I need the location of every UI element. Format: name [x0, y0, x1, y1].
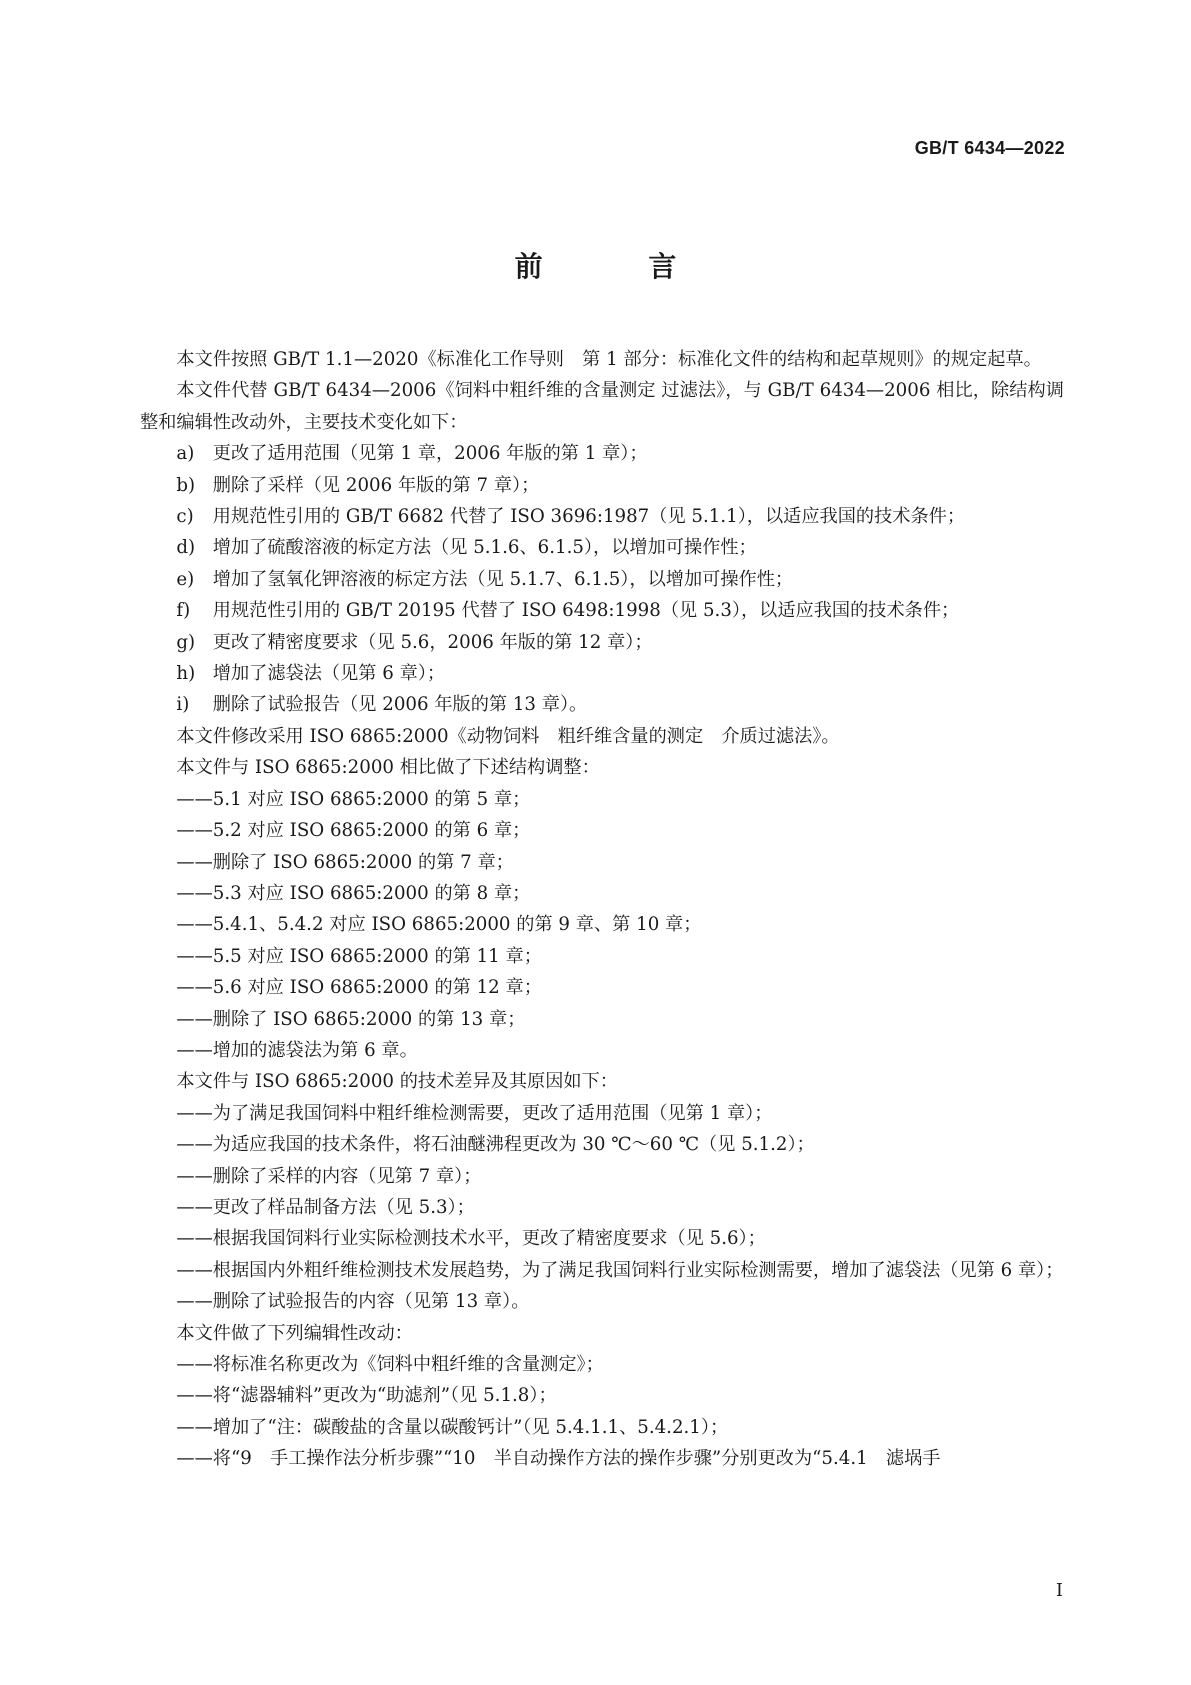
dash-item: —— 删除了 ISO 6865:2000 的第 13 章；: [140, 1004, 1064, 1035]
list-item-text: 删除了试验报告（见 2006 年版的第 13 章）。: [212, 694, 588, 716]
dash-item: —— 增加的滤袋法为第 6 章。: [140, 1035, 1064, 1066]
list-item-text: 更改了精密度要求（见 5.6，2006 年版的第 12 章）；: [212, 631, 653, 653]
list-item-label: h): [176, 663, 196, 685]
page-title: 前 言: [514, 250, 725, 283]
list-item-label: g): [176, 631, 196, 653]
list-item-text: 删除了采样（见 2006 年版的第 7 章）；: [212, 474, 540, 496]
list-item: [140, 564, 1064, 595]
list-item: [140, 438, 1064, 469]
list-item-text: 增加了硫酸溶液的标定方法（见 5.1.6、6.1.5），以增加可操作性；: [212, 537, 757, 559]
list-item-text: 更改了适用范围（见第 1 章，2006 年版的第 1 章）；: [212, 443, 648, 465]
list-item-label: b): [176, 474, 196, 496]
page-number: I: [1055, 1580, 1063, 1601]
dash-item: —— 为了满足我国饲料中粗纤维检测需要，更改了适用范围（见第 1 章）；: [140, 1098, 1064, 1129]
dash-item: —— 删除了 ISO 6865:2000 的第 7 章；: [140, 847, 1064, 878]
dash-item: —— 增加了“注：碳酸盐的含量以碳酸钙计”（见 5.4.1.1、5.4.2.1）；: [140, 1412, 1064, 1443]
list-item-text: 增加了氢氧化钾溶液的标定方法（见 5.1.7、6.1.5），以增加可操作性；: [212, 568, 794, 590]
document-number: GB/T 6434—2022: [914, 138, 1065, 158]
list-item-label: e): [176, 568, 195, 590]
dash-item: —— 5.6 对应 ISO 6865:2000 的第 12 章；: [140, 972, 1064, 1003]
dash-item: —— 将标准名称更改为《饲料中粗纤维的含量测定》；: [140, 1349, 1064, 1380]
list-item-label: a): [176, 443, 195, 465]
list-item-label: f): [176, 600, 191, 622]
paragraph: 本文件与 ISO 6865:2000 相比做了下述结构调整：: [176, 757, 600, 779]
list-item: [140, 532, 1064, 563]
paragraph: 本文件与 ISO 6865:2000 的技术差异及其原因如下：: [176, 1071, 618, 1093]
dash-item: —— 5.5 对应 ISO 6865:2000 的第 11 章；: [140, 941, 1064, 972]
dash-item: —— 删除了采样的内容（见第 7 章）；: [140, 1161, 1064, 1192]
dash-item: —— 删除了试验报告的内容（见第 13 章）。: [140, 1286, 1064, 1317]
dash-item: —— 更改了样品制备方法（见 5.3）；: [140, 1192, 1064, 1223]
list-item: [140, 470, 1064, 501]
list-item: [140, 501, 1064, 532]
paragraph: 本文件修改采用 ISO 6865:2000《动物饲料 粗纤维含量的测定 介质过滤法》。: [176, 725, 840, 747]
list-item: [140, 689, 1064, 720]
list-item: [140, 658, 1064, 689]
paragraph: 本文件代替 GB/T 6434—2006《饲料中粗纤维的含量测定 过滤法》，与 GB/T 6434—2006 相比，除结构调整和编辑性改动外，主要技术变化如下：: [140, 380, 1064, 433]
list-item-label: d): [176, 537, 196, 559]
dash-item: —— 5.4.1、5.4.2 对应 ISO 6865:2000 的第 9 章、第 10 章；: [140, 909, 1064, 940]
document-body: [140, 344, 1064, 1475]
dash-item: —— 将“滤器辅料”更改为“助滤剂”（见 5.1.8）；: [140, 1380, 1064, 1411]
list-item-text: 增加了滤袋法（见第 6 章）；: [212, 663, 446, 685]
dash-item: —— 为适应我国的技术条件，将石油醚沸程更改为 30 ℃～60 ℃（见 5.1.2）；: [140, 1129, 1064, 1160]
list-item: [140, 595, 1064, 626]
paragraph: 本文件按照 GB/T 1.1—2020《标准化工作导则 第 1 部分：标准化文件的结构和起草规则》的规定起草。: [176, 349, 1042, 370]
dash-item: —— 根据我国饲料行业实际检测技术水平，更改了精密度要求（见 5.6）；: [140, 1223, 1064, 1254]
list-item-label: c): [176, 506, 194, 528]
list-item-text: 用规范性引用的 GB/T 6682 代替了 ISO 3696:1987（见 5.1.1），以适应我国的技术条件；: [212, 506, 966, 528]
list-item: [140, 627, 1064, 658]
dash-item: —— 将“9 手工操作法分析步骤”“10 半自动操作方法的操作步骤”分别更改为“5.4.1 滤埚手: [140, 1443, 1064, 1474]
paragraph: 本文件做了下列编辑性改动：: [176, 1322, 413, 1344]
dash-item: —— 5.3 对应 ISO 6865:2000 的第 8 章；: [140, 878, 1064, 909]
list-item-text: 用规范性引用的 GB/T 20195 代替了 ISO 6498:1998（见 5.3），以适应我国的技术条件；: [212, 600, 960, 622]
dash-item: —— 根据国内外粗纤维检测技术发展趋势，为了满足我国饲料行业实际检测需要，增加了滤袋法（见第 6 章）；: [140, 1255, 1064, 1286]
dash-item: —— 5.1 对应 ISO 6865:2000 的第 5 章；: [140, 784, 1064, 815]
list-item-label: i): [176, 694, 190, 716]
dash-item: —— 5.2 对应 ISO 6865:2000 的第 6 章；: [140, 815, 1064, 846]
